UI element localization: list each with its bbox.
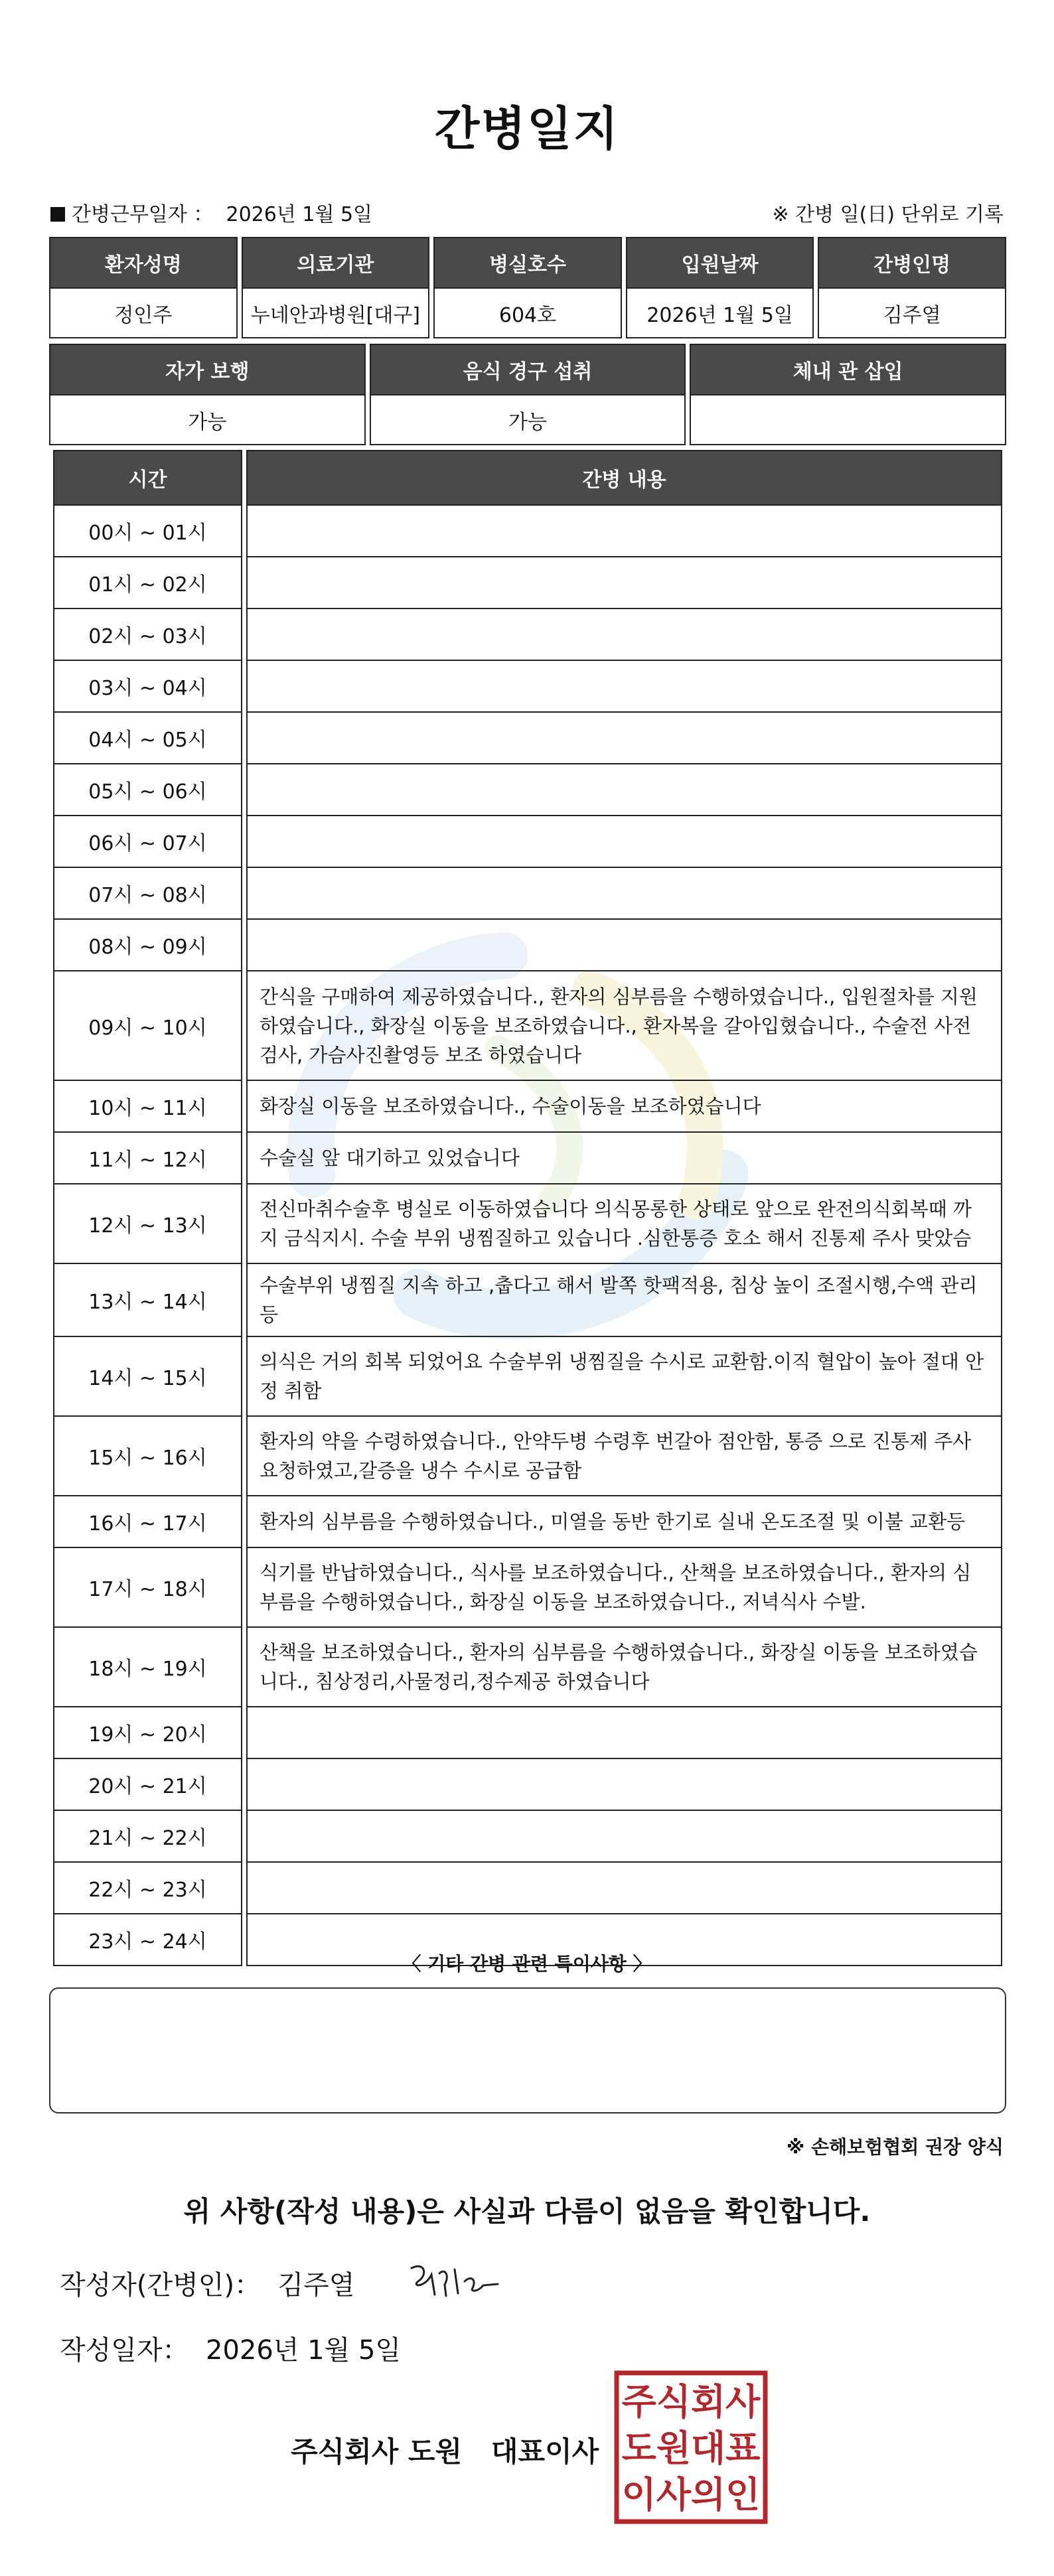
notes-title: 〈 기타 간병 관련 특이사항 〉: [402, 1953, 652, 1975]
table-row: [53, 1707, 1002, 1759]
table-row: [53, 920, 1002, 971]
unit-note: ※ 간병 일(日) 단위로 기록: [772, 203, 1004, 226]
square-bullet-icon: [50, 207, 65, 222]
notes-content: [50, 1989, 1005, 2015]
company-seal-icon: [614, 2370, 768, 2524]
company-line: 주식회사 도원 대표이사: [291, 2435, 599, 2468]
author-name: 김주열: [277, 2270, 355, 2301]
table-row: [53, 1496, 1002, 1548]
hospital-name: 누네안과병원[대구]: [242, 289, 430, 338]
table-row: [53, 661, 1002, 713]
work-date-value: 2026년 1월 5일: [226, 203, 373, 226]
time-cell: 09시 ~ 10시: [53, 971, 242, 1081]
header-oral-intake: 음식 경구 섭취: [370, 344, 686, 395]
table-row: [53, 506, 1002, 557]
table-row: [53, 1417, 1002, 1496]
table-row: [53, 609, 1002, 661]
header-caregiver: 간병인명: [818, 237, 1006, 289]
author-label: 작성자(간병인)：: [60, 2270, 262, 2301]
table-row: [53, 1133, 1002, 1184]
room-number: 604호: [433, 289, 622, 338]
confirm-statement: 위 사항(작성 내용)은 사실과 다름이 없음을 확인합니다.: [183, 2195, 871, 2228]
patient-info-table: [45, 237, 1010, 338]
time-cell: 14시 ~ 15시: [53, 1337, 242, 1417]
header-tube-insertion: 체내 관 삽입: [690, 344, 1006, 395]
care-content-cell: 간식을 구매하여 제공하였습니다., 환자의 심부름을 수행하였습니다., 입원절차를 지원하였습니다., 화장실 이동을 보조하였습니다., 환자복을 갈아입혔습니다., 수술전 사전검사, 가슴사진촬영등 보조 하였습니다: [246, 971, 1002, 1081]
time-cell: 21시 ~ 22시: [53, 1811, 242, 1863]
table-row: [53, 1863, 1002, 1914]
care-content-cell: [246, 661, 1002, 713]
care-content-cell: 전신마취수술후 병실로 이동하였습니다 의식몽롱한 상태로 앞으로 완전의식회복때 까지 금식지시. 수술 부위 냉찜질하고 있습니다 .심한통증 호소 해서 진통제 주사 맞았슴: [246, 1184, 1002, 1264]
self-walking-value: 가능: [49, 395, 366, 445]
time-cell: 00시 ~ 01시: [53, 506, 242, 557]
care-content-cell: 식기를 반납하였습니다., 식사를 보조하였습니다., 산책을 보조하였습니다., 환자의 심부름을 수행하였습니다., 화장실 이동을 보조하였습니다., 저녁식사 수발.: [246, 1548, 1002, 1628]
time-cell: 08시 ~ 09시: [53, 920, 242, 971]
time-cell: 10시 ~ 11시: [53, 1081, 242, 1133]
page-title: 간병일지: [434, 102, 620, 156]
svg-text:이사의인: 이사의인: [621, 2474, 761, 2516]
time-cell: 17시 ~ 18시: [53, 1548, 242, 1628]
header-self-walking: 자가 보행: [49, 344, 366, 395]
care-log-table: [49, 450, 1006, 1966]
header-hospital: 의료기관: [242, 237, 430, 289]
time-cell: 15시 ~ 16시: [53, 1417, 242, 1496]
time-cell: 02시 ~ 03시: [53, 609, 242, 661]
care-content-cell: [246, 506, 1002, 557]
care-content-cell: [246, 816, 1002, 868]
work-date: [50, 198, 372, 227]
table-row: [53, 816, 1002, 868]
time-cell: 04시 ~ 05시: [53, 713, 242, 764]
care-content-cell: [246, 1707, 1002, 1759]
care-log-body: [53, 506, 1002, 1966]
table-row: [53, 1081, 1002, 1133]
header-care-content: 간병 내용: [246, 450, 1002, 506]
time-cell: 13시 ~ 14시: [53, 1264, 242, 1337]
svg-text:도원대표: 도원대표: [621, 2427, 761, 2469]
care-content-cell: [246, 764, 1002, 816]
time-cell: 05시 ~ 06시: [53, 764, 242, 816]
tube-insertion-value: [690, 395, 1006, 445]
care-content-cell: [246, 1863, 1002, 1914]
time-cell: 23시 ~ 24시: [53, 1914, 242, 1966]
care-content-cell: [246, 557, 1002, 609]
table-row: [53, 1759, 1002, 1811]
care-content-cell: 수술실 앞 대기하고 있었습니다: [246, 1133, 1002, 1184]
table-row: [53, 971, 1002, 1081]
time-cell: 20시 ~ 21시: [53, 1759, 242, 1811]
time-cell: 07시 ~ 08시: [53, 868, 242, 920]
table-row: [53, 1628, 1002, 1707]
header-patient-name: 환자성명: [49, 237, 238, 289]
time-cell: 11시 ~ 12시: [53, 1133, 242, 1184]
time-cell: 12시 ~ 13시: [53, 1184, 242, 1264]
notes-box: [49, 1987, 1006, 2113]
oral-intake-value: 가능: [370, 395, 686, 445]
header-time: 시간: [53, 450, 242, 506]
care-content-cell: 화장실 이동을 보조하였습니다., 수술이동을 보조하였습니다: [246, 1081, 1002, 1133]
table-row: [53, 1548, 1002, 1628]
time-cell: 06시 ~ 07시: [53, 816, 242, 868]
table-row: [53, 713, 1002, 764]
time-cell: 03시 ~ 04시: [53, 661, 242, 713]
authored-date-value: 2026년 1월 5일: [206, 2335, 402, 2366]
table-row: [53, 764, 1002, 816]
care-content-cell: [246, 713, 1002, 764]
table-row: [53, 1264, 1002, 1337]
table-row: [53, 1811, 1002, 1863]
admission-date: 2026년 1월 5일: [626, 289, 814, 338]
care-content-cell: [246, 1811, 1002, 1863]
care-content-cell: [246, 920, 1002, 971]
header-room: 병실호수: [433, 237, 622, 289]
time-cell: 22시 ~ 23시: [53, 1863, 242, 1914]
recommend-note: ※ 손해보험협회 권장 양식: [787, 2136, 1004, 2158]
care-content-cell: [246, 609, 1002, 661]
patient-name: 정인주: [49, 289, 238, 338]
caregiver-name: 김주열: [818, 289, 1006, 338]
time-cell: 18시 ~ 19시: [53, 1628, 242, 1707]
time-cell: 01시 ~ 02시: [53, 557, 242, 609]
author-line: [60, 2264, 354, 2302]
table-row: [53, 557, 1002, 609]
care-content-cell: 의식은 거의 회복 되었어요 수술부위 냉찜질을 수시로 교환함.이직 혈압이 높아 절대 안정 취함: [246, 1337, 1002, 1417]
time-cell: 16시 ~ 17시: [53, 1496, 242, 1548]
time-cell: 19시 ~ 20시: [53, 1707, 242, 1759]
svg-text:주식회사: 주식회사: [621, 2381, 761, 2423]
table-row: [53, 1337, 1002, 1417]
care-content-cell: 산책을 보조하였습니다., 환자의 심부름을 수행하였습니다., 화장실 이동을 보조하였습니다., 침상정리,사물정리,정수제공 하였습니다: [246, 1628, 1002, 1707]
patient-status-table: [45, 344, 1010, 445]
table-row: [53, 868, 1002, 920]
authored-date-label: 작성일자：: [60, 2335, 189, 2366]
authored-date-line: [60, 2329, 401, 2367]
care-content-cell: 수술부위 냉찜질 지속 하고 ,춥다고 해서 발쪽 핫팩적용, 침상 높이 조절시행,수액 관리 등: [246, 1264, 1002, 1337]
header-admission-date: 입원날짜: [626, 237, 814, 289]
care-content-cell: [246, 868, 1002, 920]
care-content-cell: [246, 1759, 1002, 1811]
care-content-cell: 환자의 약을 수령하였습니다., 안약두병 수령후 번갈아 점안함, 통증 으로 진통제 주사요청하였고,갈증을 냉수 수시로 공급함: [246, 1417, 1002, 1496]
care-content-cell: 환자의 심부름을 수행하였습니다., 미열을 동반 한기로 실내 온도조절 및 이불 교환등: [246, 1496, 1002, 1548]
table-row: [53, 1184, 1002, 1264]
work-date-label: 간병근무일자 ：: [72, 203, 214, 226]
signature-icon: [398, 2255, 511, 2308]
